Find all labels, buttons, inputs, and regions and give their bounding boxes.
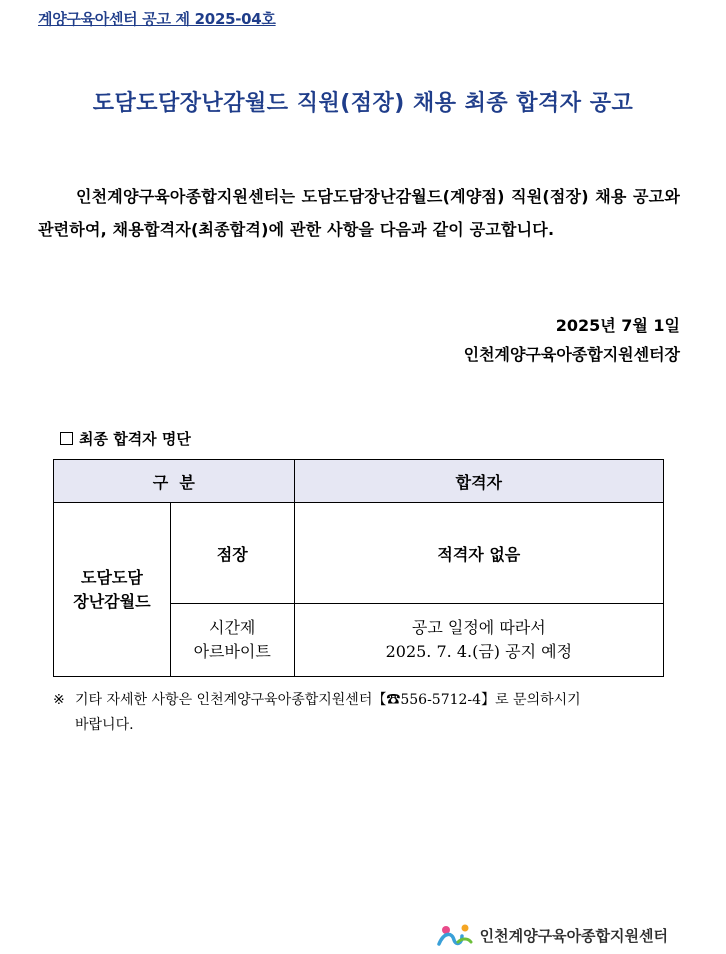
- header-category: 구 분: [54, 460, 295, 503]
- section-heading: [60, 428, 191, 449]
- announcement-body: 인천계양구육아종합지원센터는 도담도담장난감월드(계양점) 직원(점장) 채용 공고와 관련하여, 채용합격자(최종합격)에 관한 사항을 다음과 같이 공고합니다.: [38, 187, 680, 239]
- page-title: 도담도담장난감월드 직원(점장) 채용 최종 합격자 공고: [92, 91, 634, 116]
- table-row: [54, 503, 664, 604]
- center-logo-icon: [436, 922, 474, 948]
- issuer-name: 인천계양구육아종합지원센터장: [463, 345, 680, 364]
- footnote: [53, 688, 673, 738]
- result-cell: 적격자 없음: [294, 503, 663, 604]
- footnote-line-2: 바랍니다.: [75, 717, 134, 733]
- section-title: 최종 합격자 명단: [79, 430, 191, 448]
- position-cell: 점장: [170, 503, 294, 604]
- result-cell: 공고 일정에 따라서 2025. 7. 4.(금) 공지 예정: [294, 604, 663, 677]
- notice-number: 계양구육아센터 공고 제 2025-04호: [38, 10, 276, 28]
- results-table: [53, 459, 664, 677]
- header-result: 합격자: [294, 460, 663, 503]
- reference-mark: ※: [53, 692, 65, 708]
- place-cell: 도담도담 장난감월드: [54, 503, 171, 677]
- center-logo-text: 인천계양구육아종합지원센터: [479, 926, 668, 945]
- footnote-line-1: 기타 자세한 사항은 인천계양구육아종합지원센터【☎556-5712-4】로 문의하시기: [75, 692, 581, 708]
- table-header-row: [54, 460, 664, 503]
- center-logo: [436, 922, 668, 948]
- announcement-date: 2025년 7월 1일: [555, 316, 680, 335]
- checkbox-icon: [60, 432, 73, 445]
- position-cell: 시간제 아르바이트: [170, 604, 294, 677]
